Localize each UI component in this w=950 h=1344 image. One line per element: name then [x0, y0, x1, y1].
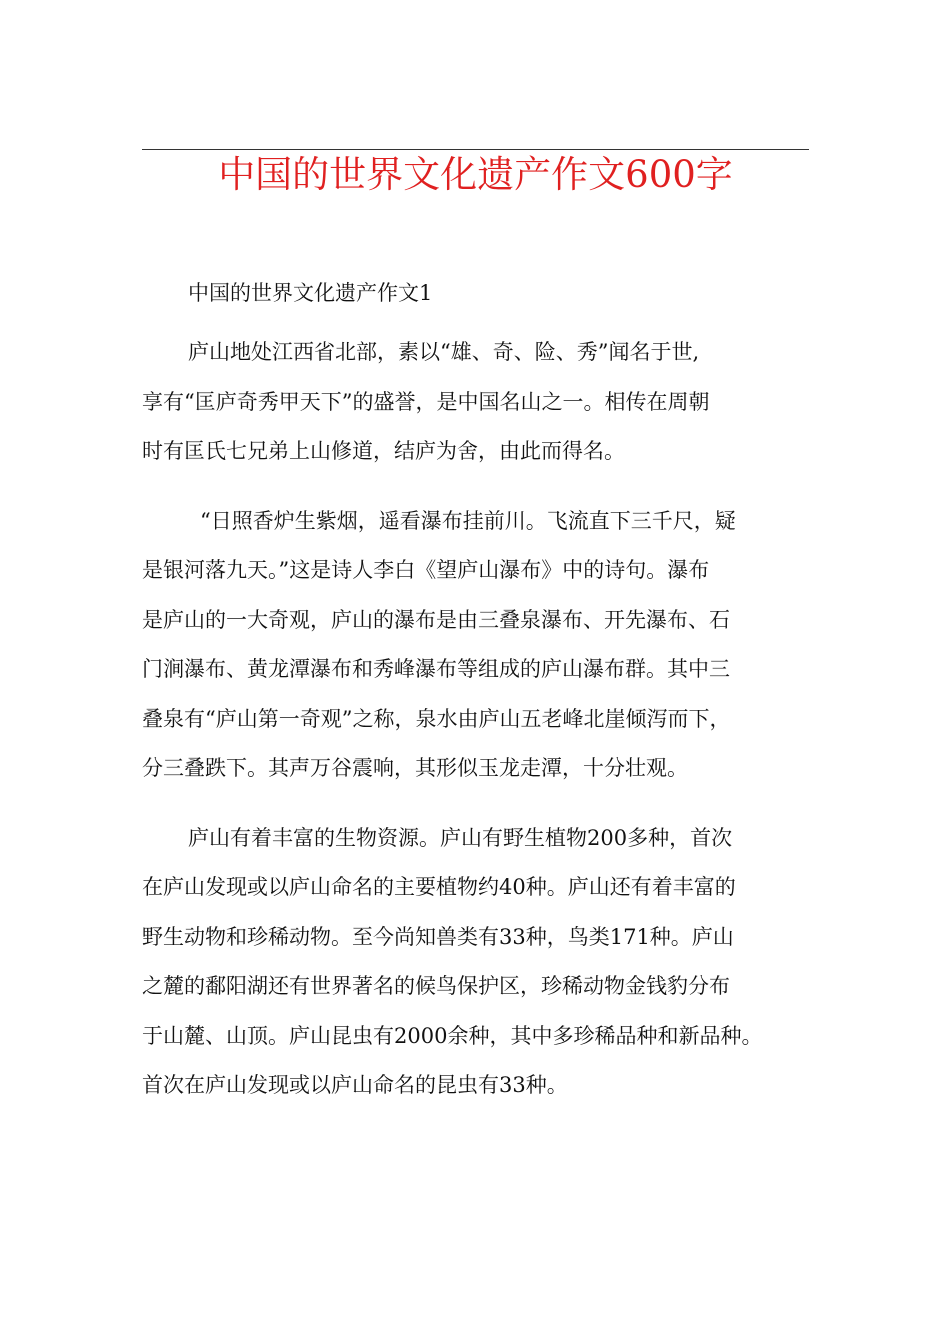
- section-heading: 中国的世界文化遗产作文1: [188, 281, 433, 305]
- paragraph-line: 享有“匡庐奇秀甲天下”的盛誉，是中国名山之一。相传在周朝: [142, 389, 710, 414]
- paragraph-line: 于山麓、山顶。庐山昆虫有2000余种，其中多珍稀品种和新品种。: [142, 1023, 763, 1048]
- document-body: [142, 272, 832, 1131]
- paragraph-2: [142, 497, 832, 794]
- paragraph-3: [142, 814, 832, 1111]
- paragraph-line: 时有匡氏七兄弟上山修道，结庐为舍，由此而得名。: [142, 439, 625, 463]
- paragraph-line: 在庐山发现或以庐山命名的主要植物约40种。庐山还有着丰富的: [142, 875, 736, 899]
- paragraph-1: [142, 328, 832, 477]
- document-title: 中国的世界文化遗产作文600字: [218, 153, 733, 196]
- paragraph-line: 庐山地处江西省北部，素以“雄、奇、险、秀”闻名于世,: [188, 340, 700, 364]
- paragraph-line: 首次在庐山发现或以庐山命名的昆虫有33种。: [142, 1073, 568, 1097]
- paragraph-line: “日照香炉生紫烟，遥看瀑布挂前川。飞流直下三千尺，疑: [200, 508, 736, 533]
- paragraph-line: 门涧瀑布、黄龙潭瀑布和秀峰瀑布等组成的庐山瀑布群。其中三: [142, 657, 730, 681]
- paragraph-line: 分三叠跌下。其声万谷震响，其形似玉龙走潭，十分壮观。: [142, 756, 688, 780]
- paragraph-line: 之麓的鄱阳湖还有世界著名的候鸟保护区，珍稀动物金钱豹分布: [142, 974, 730, 998]
- paragraph-line: 是庐山的一大奇观，庐山的瀑布是由三叠泉瀑布、开先瀑布、石: [142, 607, 730, 632]
- paragraph-line: 庐山有着丰富的生物资源。庐山有野生植物200多种，首次: [188, 825, 733, 850]
- paragraph-line: 叠泉有“庐山第一奇观”之称，泉水由庐山五老峰北崖倾泻而下，: [142, 706, 731, 731]
- paragraph-line: 野生动物和珍稀动物。至今尚知兽类有33种，鸟类171种。庐山: [142, 924, 734, 949]
- paragraph-line: 是银河落九天。”这是诗人李白《望庐山瀑布》中的诗句。瀑布: [142, 558, 710, 582]
